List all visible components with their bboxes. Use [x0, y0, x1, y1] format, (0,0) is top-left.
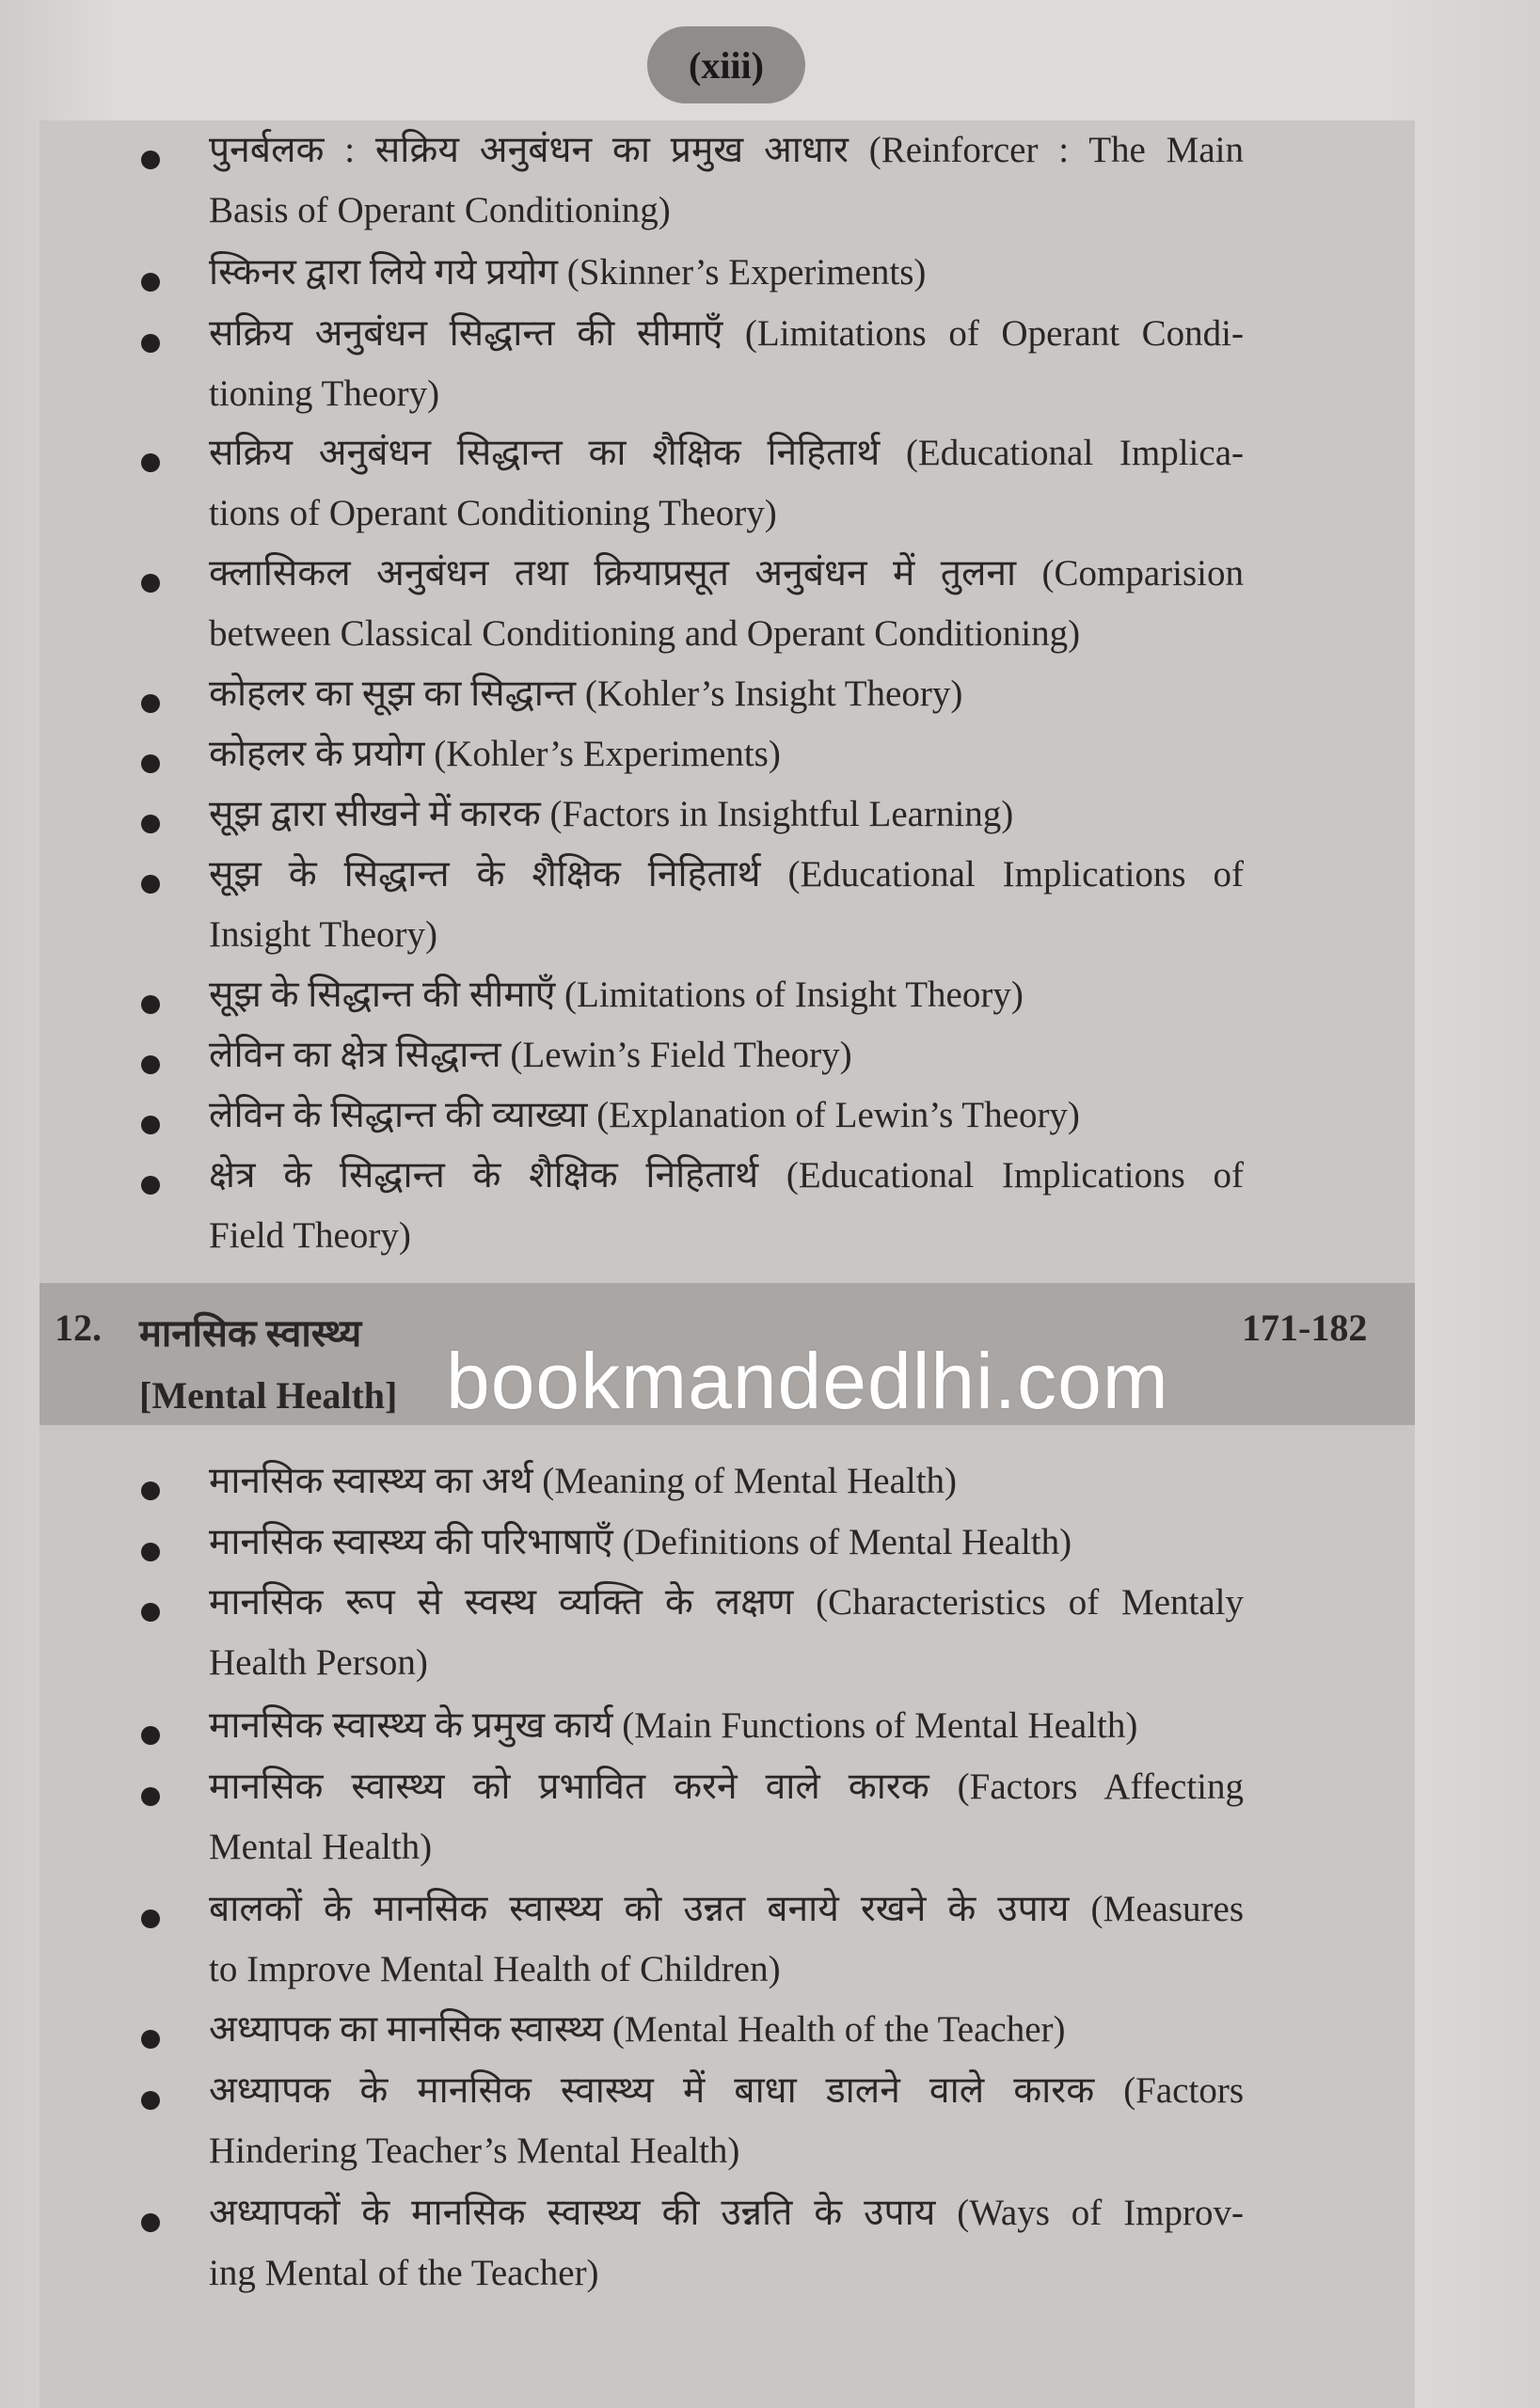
chapter-title-english: [Mental Health] — [139, 1374, 398, 1417]
bullet-icon — [141, 1726, 160, 1745]
item-text-line: मानसिक रूप से स्वस्थ व्यक्ति के लक्षण (Characteristics of Mentaly — [209, 1582, 1244, 1623]
item-text-line: ing Mental of the Teacher) — [209, 2253, 599, 2293]
bullet-icon — [141, 1787, 160, 1806]
item-text-line: Health Person) — [209, 1642, 428, 1683]
item-text-line: पुनर्बलक : सक्रिय अनुबंधन का प्रमुख आधार (Reinforcer : The Main — [209, 130, 1244, 170]
bullet-icon — [141, 995, 160, 1014]
bullet-icon — [141, 453, 160, 472]
bullet-icon — [141, 2030, 160, 2049]
item-text-line: Field Theory) — [209, 1215, 411, 1256]
item-text-line: Mental Health) — [209, 1827, 433, 1867]
bullet-icon — [141, 2091, 160, 2110]
bullet-icon — [141, 1909, 160, 1928]
bullet-icon — [141, 1543, 160, 1561]
chapter-number: 12. — [55, 1307, 102, 1349]
item-text-line: tions of Operant Conditioning Theory) — [209, 493, 777, 533]
bullet-icon — [141, 150, 160, 169]
bullet-icon — [141, 574, 160, 593]
item-text-line: to Improve Mental Health of Children) — [209, 1949, 781, 1989]
bullet-icon — [141, 273, 160, 292]
item-text-line: सूझ द्वारा सीखने में कारक (Factors in Insightful Learning) — [209, 794, 1014, 834]
item-text-line: क्लासिकल अनुबंधन तथा क्रियाप्रसूत अनुबंधन में तुलना (Comparision — [209, 553, 1244, 594]
bullet-icon — [141, 815, 160, 833]
bullet-icon — [141, 334, 160, 353]
item-text-line: सूझ के सिद्धान्त के शैक्षिक निहितार्थ (Educational Implications of — [209, 854, 1244, 895]
item-text-line: Insight Theory) — [209, 914, 437, 955]
chapter-title-hindi: मानसिक स्वास्थ्य — [139, 1312, 362, 1354]
bullet-icon — [141, 875, 160, 894]
bullet-icon — [141, 1055, 160, 1074]
bullet-icon — [141, 754, 160, 773]
item-text-line: अध्यापकों के मानसिक स्वास्थ्य की उन्नति के उपाय (Ways of Improv- — [209, 2193, 1244, 2233]
item-text-line: मानसिक स्वास्थ्य की परिभाषाएँ (Definitions of Mental Health) — [209, 1522, 1072, 1562]
item-text-line: between Classical Conditioning and Operant Conditioning) — [209, 613, 1081, 654]
item-text-line: कोहलर के प्रयोग (Kohler’s Experiments) — [209, 734, 781, 774]
page-number-badge: (xiii) — [647, 26, 805, 103]
watermark: bookmandedlhi.com — [446, 1337, 1169, 1425]
bullet-icon — [141, 1481, 160, 1500]
item-text-line: Basis of Operant Conditioning) — [209, 190, 671, 230]
bullet-icon — [141, 2213, 160, 2232]
item-text-line: बालकों के मानसिक स्वास्थ्य को उन्नत बनाये रखने के उपाय (Measures — [209, 1889, 1244, 1929]
item-text-line: Hindering Teacher’s Mental Health) — [209, 2131, 740, 2171]
item-text-line: लेविन के सिद्धान्त की व्याख्या (Explanation of Lewin’s Theory) — [209, 1095, 1080, 1135]
bullet-icon — [141, 1603, 160, 1622]
item-text-line: सक्रिय अनुबंधन सिद्धान्त की सीमाएँ (Limitations of Operant Condi- — [209, 313, 1244, 354]
item-text-line: लेविन का क्षेत्र सिद्धान्त (Lewin’s Field Theory) — [209, 1035, 852, 1075]
item-text-line: अध्यापक का मानसिक स्वास्थ्य (Mental Health of the Teacher) — [209, 2009, 1066, 2050]
item-text-line: कोहलर का सूझ का सिद्धान्त (Kohler’s Insight Theory) — [209, 673, 963, 714]
bullet-icon — [141, 694, 160, 713]
item-text-line: tioning Theory) — [209, 373, 440, 414]
item-text-line: मानसिक स्वास्थ्य का अर्थ (Meaning of Mental Health) — [209, 1461, 958, 1501]
item-text-line: मानसिक स्वास्थ्य को प्रभावित करने वाले कारक (Factors Affecting — [209, 1766, 1244, 1807]
bullet-icon — [141, 1176, 160, 1195]
item-text-line: सूझ के सिद्धान्त की सीमाएँ (Limitations of Insight Theory) — [209, 974, 1024, 1015]
item-text-line: स्किनर द्वारा लिये गये प्रयोग (Skinner’s Experiments) — [209, 252, 927, 293]
item-text-line: अध्यापक के मानसिक स्वास्थ्य में बाधा डालने वाले कारक (Factors — [209, 2070, 1244, 2111]
item-text-line: मानसिक स्वास्थ्य के प्रमुख कार्य (Main Functions of Mental Health) — [209, 1705, 1138, 1746]
bullet-icon — [141, 1116, 160, 1134]
item-text-line: सक्रिय अनुबंधन सिद्धान्त का शैक्षिक निहितार्थ (Educational Implica- — [209, 433, 1244, 473]
item-text-line: क्षेत्र के सिद्धान्त के शैक्षिक निहितार्थ (Educational Implications of — [209, 1155, 1244, 1196]
chapter-page-range: 171-182 — [1242, 1307, 1368, 1349]
